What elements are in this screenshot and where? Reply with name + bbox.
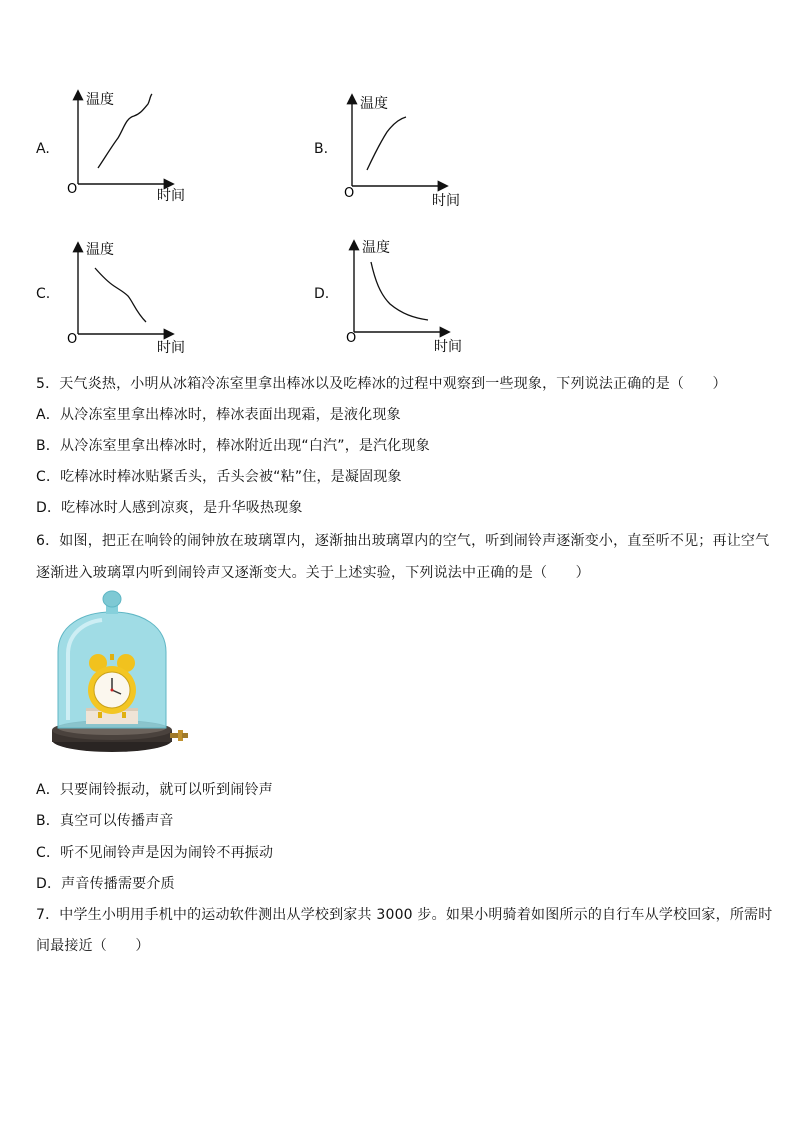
option-b-label: B. bbox=[314, 141, 329, 157]
q5-option-b: B．从冷冻室里拿出棒冰时，棒冰附近出现“白汽”，是汽化现象 bbox=[36, 438, 430, 454]
q6-stem-line2: 逐渐进入玻璃罩内听到闹铃声又逐渐变大。关于上述实验，下列说法中正确的是（ ） bbox=[36, 565, 590, 581]
graph-d-curve bbox=[371, 262, 428, 320]
graph-b-y-label: 温度 bbox=[360, 96, 388, 112]
graph-a-y-label: 温度 bbox=[86, 92, 114, 108]
graph-c-curve bbox=[95, 268, 146, 322]
graph-b-x-label: 时间 bbox=[432, 193, 460, 209]
option-d-label: D. bbox=[314, 286, 330, 302]
graph-c-origin: O bbox=[67, 332, 78, 347]
graph-d-y-label: 温度 bbox=[362, 240, 390, 256]
graph-a bbox=[67, 91, 185, 204]
graph-b bbox=[344, 95, 460, 209]
graph-c-x-label: 时间 bbox=[157, 340, 185, 356]
q6-option-b: B．真空可以传播声音 bbox=[36, 813, 174, 829]
q6-stem-line1: 6．如图，把正在响铃的闹钟放在玻璃罩内，逐渐抽出玻璃罩内的空气，听到闹铃声逐渐变小，直至听不见；再让空气 bbox=[36, 533, 770, 549]
option-a-label: A. bbox=[36, 141, 50, 157]
q6-option-a: A．只要闹铃振动，就可以听到闹铃声 bbox=[36, 782, 273, 798]
graph-b-origin: O bbox=[344, 186, 355, 201]
graph-d-origin: O bbox=[346, 331, 357, 346]
q6-option-d: D．声音传播需要介质 bbox=[36, 876, 175, 892]
graph-c-y-label: 温度 bbox=[86, 242, 114, 258]
graph-c bbox=[67, 241, 185, 356]
graph-d bbox=[346, 239, 462, 355]
graph-d-x-label: 时间 bbox=[434, 339, 462, 355]
option-c-label: C. bbox=[36, 286, 51, 302]
q5-option-a: A．从冷冻室里拿出棒冰时，棒冰表面出现霜，是液化现象 bbox=[36, 407, 401, 423]
temperature-time-graphs bbox=[0, 0, 794, 370]
q6-option-c: C．听不见闹铃声是因为闹铃不再振动 bbox=[36, 845, 274, 861]
graph-a-origin: O bbox=[67, 182, 78, 197]
q5-option-d: D．吃棒冰时人感到凉爽，是升华吸热现象 bbox=[36, 500, 303, 516]
graph-a-x-label: 时间 bbox=[157, 188, 185, 204]
graph-b-curve bbox=[367, 117, 406, 170]
q7-stem-line1: 7．中学生小明用手机中的运动软件测出从学校到家共 3000 步。如果小明骑着如图所示的自行车从学校回家，所需时 bbox=[36, 907, 773, 923]
bell-jar-alarm-clock-image bbox=[46, 590, 194, 762]
q5-option-c: C．吃棒冰时棒冰贴紧舌头，舌头会被“粘”住，是凝固现象 bbox=[36, 469, 402, 485]
q5-stem: 5．天气炎热，小明从冰箱冷冻室里拿出棒冰以及吃棒冰的过程中观察到一些现象，下列说法正确的是（ ） bbox=[36, 376, 727, 392]
q7-stem-line2: 间最接近（ ） bbox=[36, 938, 150, 954]
